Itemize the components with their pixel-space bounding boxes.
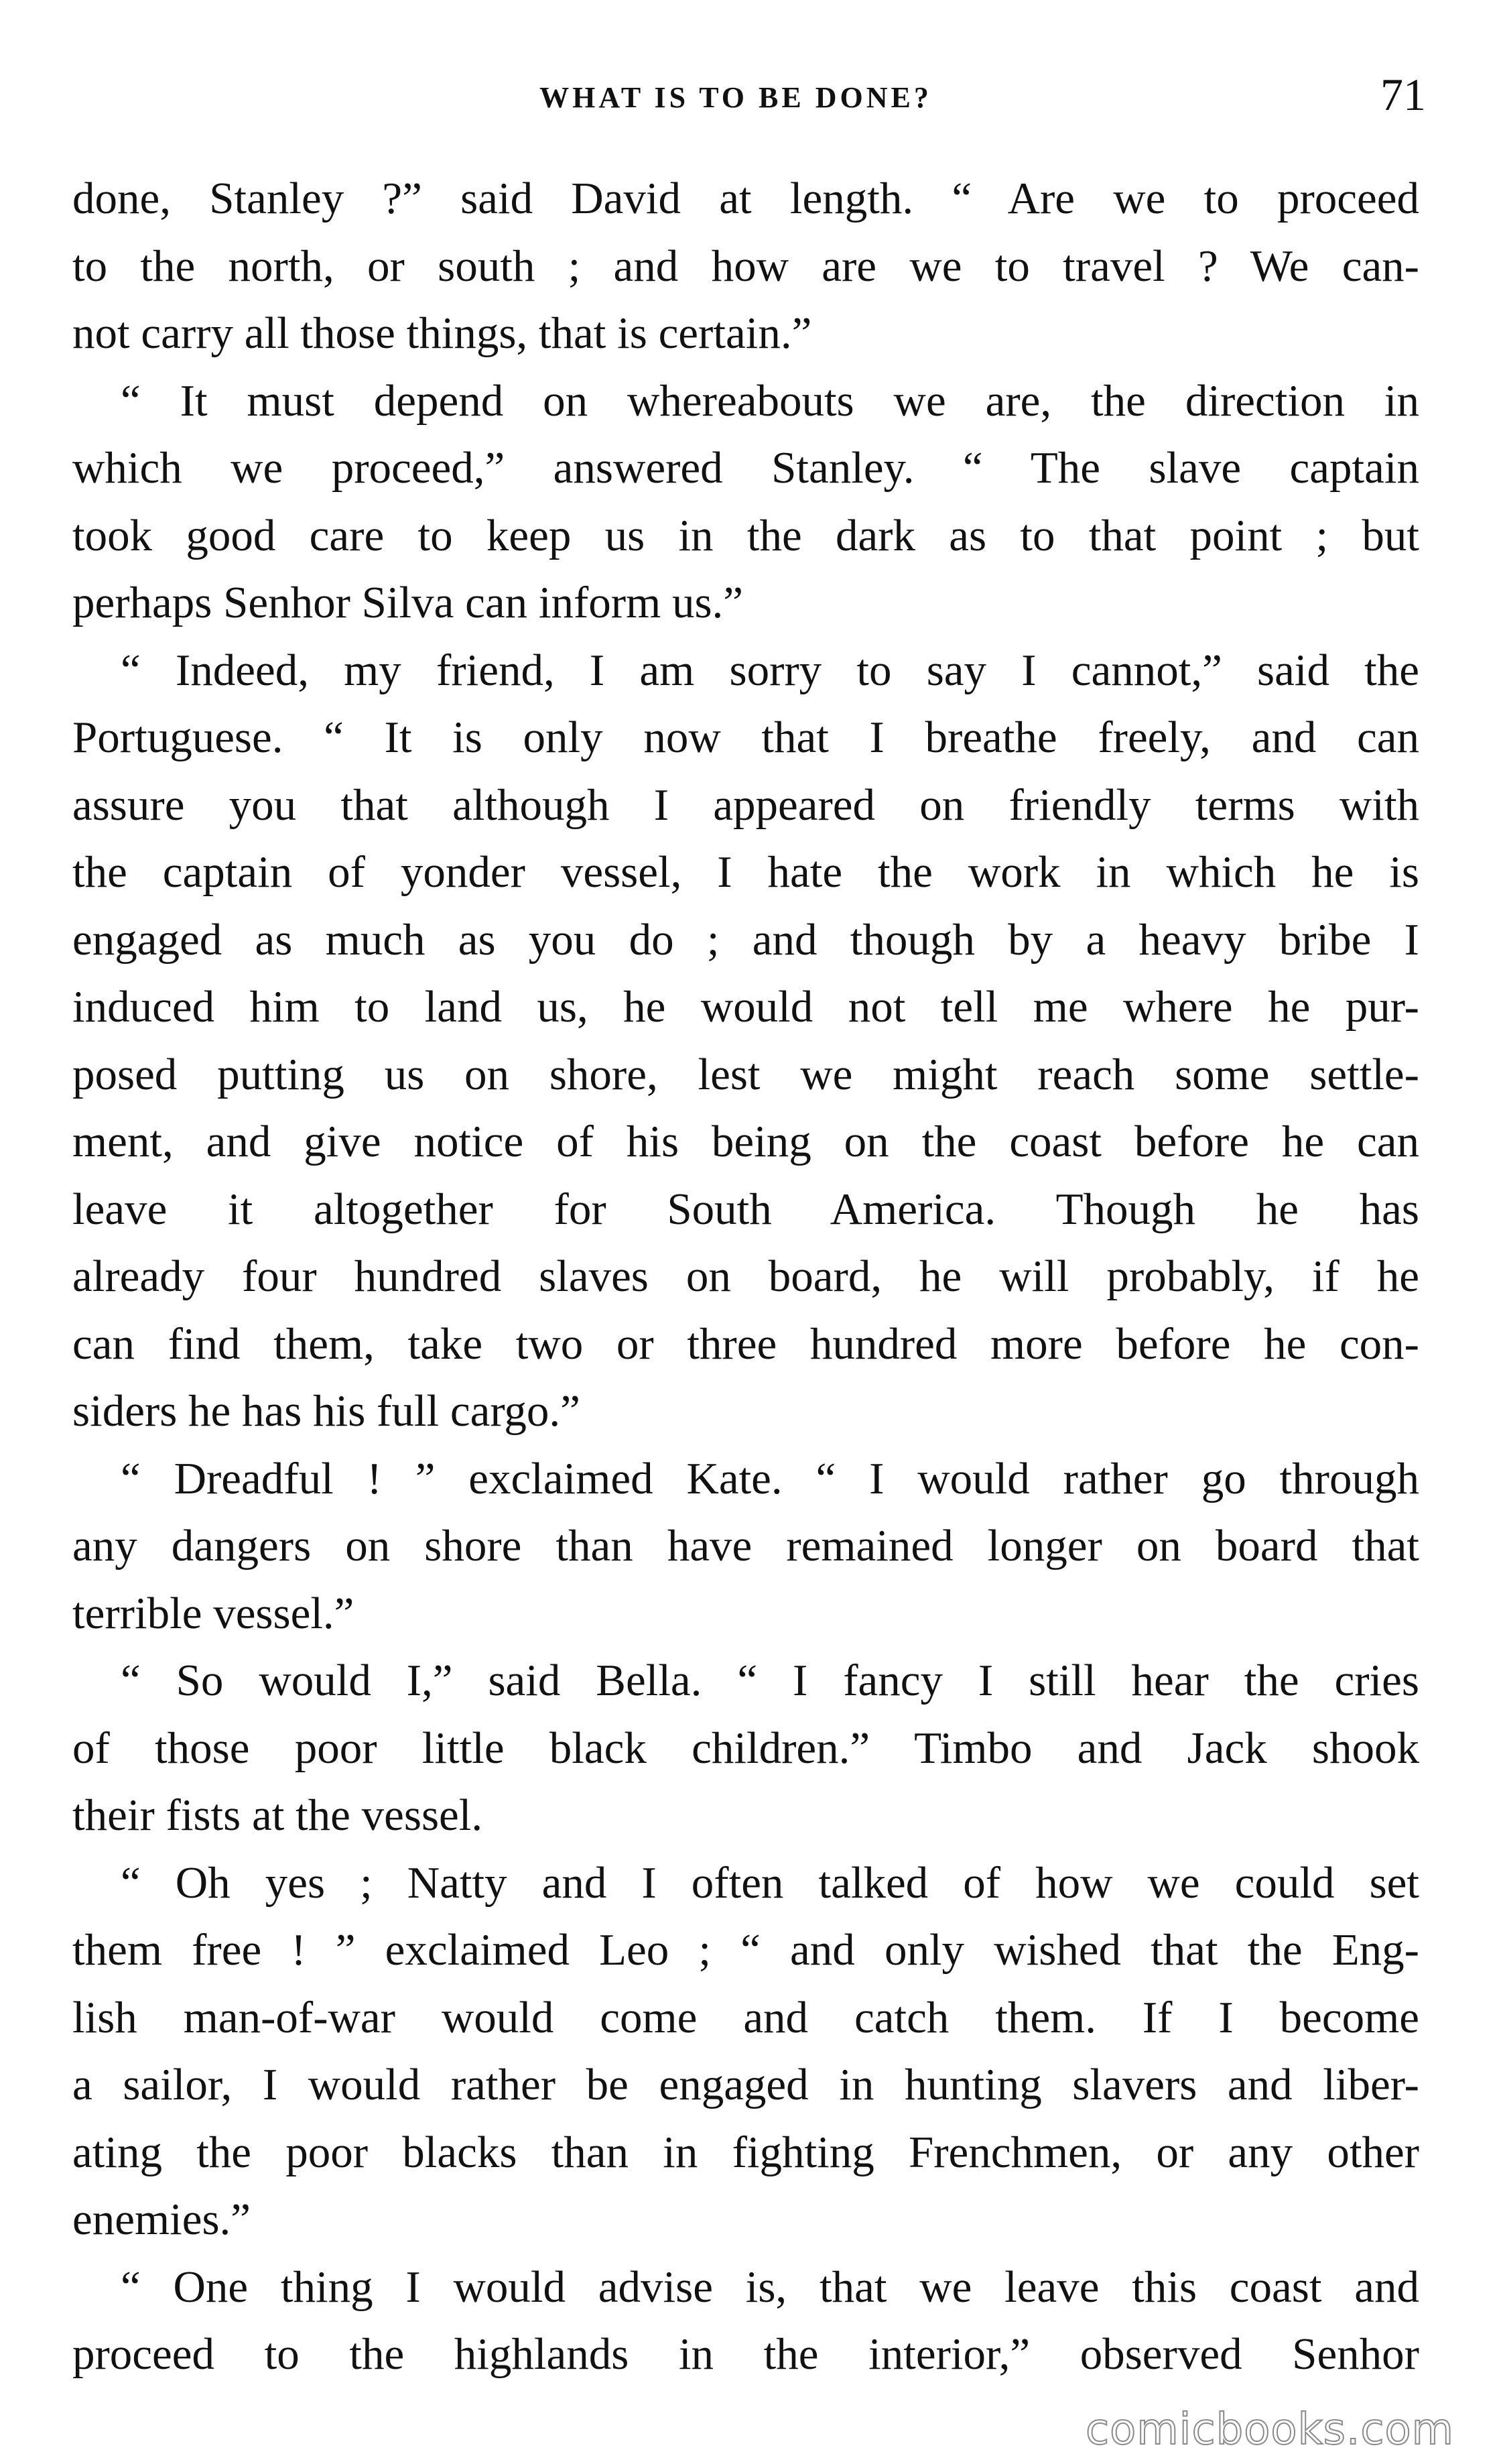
text-line: lish man-of-war would come and catch them. If I become — [72, 1992, 1419, 2042]
body-text — [72, 165, 1419, 2388]
text-line: siders he has his full cargo.” — [72, 1386, 580, 1436]
text-line: assure you that although I appeared on friendly terms with — [72, 780, 1419, 830]
text-line: leave it altogether for South America. Though he has — [72, 1184, 1419, 1234]
text-line: ment, and give notice of his being on the coast before he can — [72, 1117, 1419, 1166]
text-line: engaged as much as you do ; and though by a heavy bribe I — [72, 914, 1419, 965]
text-line: not carry all those things, that is certain.” — [72, 308, 812, 358]
text-line: “ Oh yes ; Natty and I often talked of how we could set — [121, 1857, 1419, 1908]
text-line: them free ! ” exclaimed Leo ; “ and only wished that the Eng- — [72, 1925, 1419, 1975]
text-line: done, Stanley ?” said David at length. “ Are we to proceed — [72, 174, 1419, 223]
text-line: terrible vessel.” — [72, 1588, 354, 1638]
text-line: enemies.” — [72, 2195, 251, 2244]
text-line: Portuguese. “ It is only now that I breathe freely, and can — [72, 713, 1419, 762]
text-line: can find them, take two or three hundred more before he con- — [72, 1318, 1419, 1369]
text-line: a sailor, I would rather be engaged in hunting slavers and liber- — [72, 2060, 1419, 2109]
page-number: 71 — [1380, 69, 1426, 120]
running-title: WHAT IS TO BE DONE? — [539, 81, 932, 114]
text-line: “ So would I,” said Bella. “ I fancy I still hear the cries — [121, 1656, 1419, 1705]
text-line: any dangers on shore than have remained longer on board that — [72, 1521, 1419, 1570]
text-line: to the north, or south ; and how are we to travel ? We can- — [72, 241, 1419, 291]
text-line: which we proceed,” answered Stanley. “ The slave captain — [72, 443, 1419, 493]
text-line: took good care to keep us in the dark as to that point ; but — [72, 510, 1419, 560]
text-line: of those poor little black children.” Timbo and Jack shook — [72, 1723, 1419, 1773]
running-head — [66, 69, 1426, 129]
text-line: their fists at the vessel. — [72, 1790, 483, 1840]
text-line: “ One thing I would advise is, that we leave this coast and — [121, 2262, 1419, 2312]
text-line: “ It must depend on whereabouts we are, the direction in — [121, 375, 1419, 426]
text-line: ating the poor blacks than in fighting Frenchmen, or any other — [72, 2127, 1419, 2177]
text-line: proceed to the highlands in the interior,” observed Senhor — [72, 2329, 1419, 2379]
text-line: perhaps Senhor Silva can inform us.” — [72, 578, 744, 627]
text-line: “ Indeed, my friend, I am sorry to say I cannot,” said the — [121, 645, 1419, 695]
text-line: posed putting us on shore, lest we might reach some settle- — [72, 1049, 1419, 1099]
text-line: already four hundred slaves on board, he will probably, if he — [72, 1251, 1419, 1301]
watermark: comicbooks.com — [1085, 2405, 1454, 2455]
text-line: the captain of yonder vessel, I hate the work in which he is — [72, 847, 1419, 897]
text-line: “ Dreadful ! ” exclaimed Kate. “ I would rather go through — [121, 1453, 1419, 1503]
text-line: induced him to land us, he would not tell me where he pur- — [72, 982, 1419, 1032]
